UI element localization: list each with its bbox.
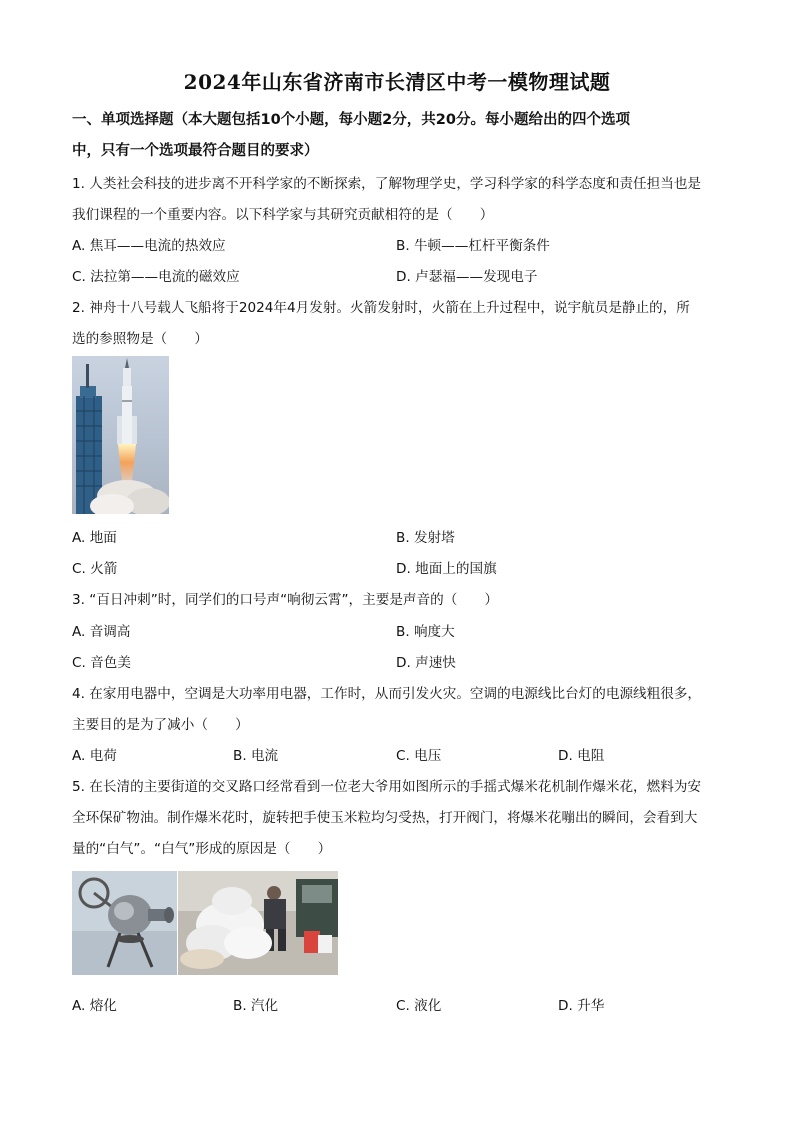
question-3-option-b[interactable]: B. 响度大 xyxy=(396,624,455,640)
page-title: 2024年山东省济南市长清区中考一模物理试题 xyxy=(183,70,611,94)
question-2-option-a[interactable]: A. 地面 xyxy=(72,530,117,546)
question-1-line-1: 1. 人类社会科技的进步离不开科学家的不断探索，了解物理学史，学习科学家的科学态度和责任担当也是 xyxy=(72,176,702,192)
question-4-option-b[interactable]: B. 电流 xyxy=(233,748,279,764)
question-1-line-2: 我们课程的一个重要内容。以下科学家与其研究贡献相符的是（ ） xyxy=(72,207,494,223)
question-5-option-b[interactable]: B. 汽化 xyxy=(233,998,279,1014)
question-4-line-1: 4. 在家用电器中，空调是大功率用电器，工作时，从而引发火灾。空调的电源线比台灯的电源线粗很多， xyxy=(72,686,702,702)
question-5-option-d[interactable]: D. 升华 xyxy=(558,998,605,1014)
question-2-option-b[interactable]: B. 发射塔 xyxy=(396,530,455,546)
question-5-line-1: 5. 在长清的主要街道的交叉路口经常看到一位老大爷用如图所示的手摇式爆米花机制作爆米花，燃料为安 xyxy=(72,779,702,795)
section-heading-line-1: 一、单项选择题（本大题包括10个小题，每小题2分，共20分。每小题给出的四个选项 xyxy=(72,112,630,128)
popcorn-machine-illustration xyxy=(72,871,177,975)
question-4-option-c[interactable]: C. 电压 xyxy=(396,748,442,764)
section-heading-line-2: 中，只有一个选项最符合题目的要求） xyxy=(72,143,319,159)
popcorn-steam-illustration xyxy=(178,871,338,975)
question-2-option-c[interactable]: C. 火箭 xyxy=(72,561,118,577)
question-4-line-2: 主要目的是为了减小（ ） xyxy=(72,717,249,733)
question-2-option-d[interactable]: D. 地面上的国旗 xyxy=(396,561,497,577)
rocket-launch-illustration xyxy=(72,356,169,514)
question-1-option-b[interactable]: B. 牛顿——杠杆平衡条件 xyxy=(396,238,550,254)
question-5-option-a[interactable]: A. 熔化 xyxy=(72,998,117,1014)
popcorn-steam-photo xyxy=(178,871,338,975)
question-5-option-c[interactable]: C. 液化 xyxy=(396,998,442,1014)
question-3-option-c[interactable]: C. 音色美 xyxy=(72,655,131,671)
question-5-line-3: 量的“白气”。“白气”形成的原因是（ ） xyxy=(72,841,332,857)
question-1-option-c[interactable]: C. 法拉第——电流的磁效应 xyxy=(72,269,240,285)
question-3-option-a[interactable]: A. 音调高 xyxy=(72,624,131,640)
question-2-line-2: 选的参照物是（ ） xyxy=(72,331,208,347)
question-3-option-d[interactable]: D. 声速快 xyxy=(396,655,456,671)
question-1-option-a[interactable]: A. 焦耳——电流的热效应 xyxy=(72,238,226,254)
question-4-option-d[interactable]: D. 电阻 xyxy=(558,748,605,764)
question-4-option-a[interactable]: A. 电荷 xyxy=(72,748,117,764)
rocket-launch-photo xyxy=(72,356,169,514)
question-1-option-d[interactable]: D. 卢瑟福——发现电子 xyxy=(396,269,538,285)
question-3-line-1: 3. “百日冲刺”时，同学们的口号声“响彻云霄”，主要是声音的（ ） xyxy=(72,592,499,608)
question-5-line-2: 全环保矿物油。制作爆米花时，旋转把手使玉米粒均匀受热，打开阀门，将爆米花嘣出的瞬间，会看到大 xyxy=(72,810,698,826)
popcorn-machine-photo xyxy=(72,871,177,975)
question-2-line-1: 2. 神舟十八号载人飞船将于2024年4月发射。火箭发射时，火箭在上升过程中，说宇航员是静止的，所 xyxy=(72,300,690,316)
